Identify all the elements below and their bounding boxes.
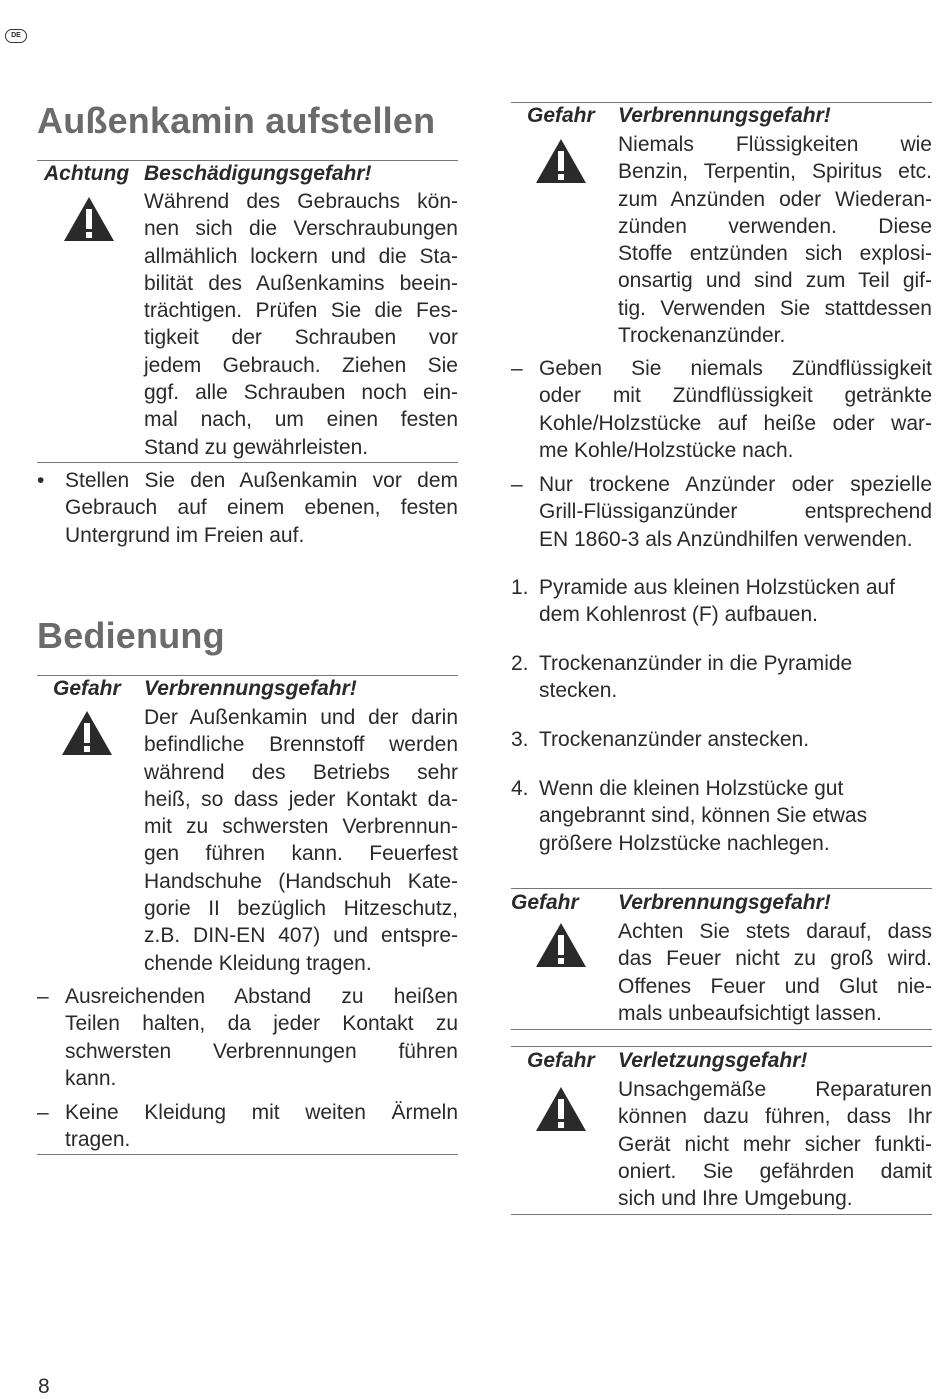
warning-damage: [37, 162, 458, 460]
step-item: [511, 650, 932, 705]
warning-triangle-icon: [535, 922, 587, 968]
step-text: Trockenanzünder in die Pyramide stecken.: [539, 652, 853, 703]
divider: [511, 888, 932, 889]
section-title-setup: Außenkamin aufstellen: [37, 100, 436, 141]
dash-item: [511, 355, 932, 464]
divider: [37, 1154, 458, 1155]
divider: [37, 462, 458, 463]
divider: [511, 1046, 932, 1047]
language-badge: DE: [5, 29, 27, 43]
warning-label: Gefahr: [527, 104, 595, 127]
warning-triangle-icon: [535, 138, 587, 184]
page-number: 8: [38, 1375, 50, 1398]
dash-marker: –: [511, 357, 523, 380]
step-item: [511, 574, 932, 629]
divider: [37, 675, 458, 676]
step-number: 2.: [511, 652, 529, 675]
dash-marker: –: [37, 1101, 49, 1124]
dash-item: [511, 471, 932, 553]
warning-label: Gefahr: [511, 891, 579, 914]
divider: [37, 160, 458, 161]
step-item: [511, 775, 932, 857]
warning-label: Achtung: [44, 162, 130, 185]
warning-text: Unsachgemäße Reparaturen können dazu führen, dass Ihr Gerät nicht mehr sicher funkti- oniert. Sie gefährden damit sich und Ihre Umgebung.: [618, 1078, 932, 1211]
warning-text: Der Außenkamin und der darin befindliche Brennstoff werden während des Betriebs sehr heiß, so dass jeder Kontakt da- mit zu schwersten Verbrennun- gen führen kann. Feuerfest Handschuhe (Handschuh Kate- gorie II bezüglich Hitzeschutz, z.B. DIN-EN 407) und entspre- chende Kleidung tragen.: [144, 706, 458, 975]
warning-injury: [511, 1049, 932, 1213]
warning-text: Während des Gebrauchs kön- nen sich die Verschraubungen allmählich lockern und die Sta- bilität des Außenkamins beein- trächtigen. Prüfen Sie die Fes- tigkeit der Schrauben vor jedem Gebrauch. Ziehen Sie ggf. alle Schrauben noch ein- mal nach, um einen festen Stand zu gewährleisten.: [144, 190, 458, 459]
warning-heading: Verbrennungsgefahr!: [618, 104, 831, 127]
warning-heading: Verbrennungsgefahr!: [618, 891, 831, 914]
step-text: Pyramide aus kleinen Holzstücken auf dem Kohlenrost (F) aufbauen.: [539, 576, 896, 627]
warning-text: Achten Sie stets darauf, dass das Feuer nicht zu groß wird. Offenes Feuer und Glut nie- mals unbeaufsichtigt lassen.: [618, 920, 932, 1025]
warning-label: Gefahr: [527, 1049, 595, 1072]
warning-text: Niemals Flüssigkeiten wie Benzin, Terpentin, Spiritus etc. zum Anzünden oder Wiederan- zünden verwenden. Diese Stoffe entzünden sich explosi- onsartig und sind zum Teil gif- tig. Verwenden Sie stattdessen Trockenanzünder.: [618, 133, 932, 348]
bullet-text: Stellen Sie den Außenkamin vor dem Gebrauch auf einem ebenen, festen Untergrund im Freien auf.: [65, 469, 458, 547]
step-number: 4.: [511, 777, 529, 800]
step-number: 1.: [511, 576, 529, 599]
warning-burn-liquids: [511, 104, 932, 354]
dash-item: [37, 983, 458, 1092]
dash-item: [37, 1099, 458, 1154]
warning-triangle-icon: [61, 710, 113, 756]
bullet-marker: •: [37, 469, 45, 492]
divider: [511, 1214, 932, 1215]
warning-heading: Verletzungsgefahr!: [618, 1049, 808, 1072]
divider: [511, 1029, 932, 1030]
dash-text: Nur trockene Anzünder oder spezielle Grill-Flüssiganzünder entsprechend EN 1860-3 als Anzündhilfen verwenden.: [539, 473, 932, 551]
dash-text: Geben Sie niemals Zündflüssigkeit oder mit Zündflüssigkeit getränkte Kohle/Holzstücke auf heiße oder war- me Kohle/Holzstücke nach.: [539, 357, 932, 462]
divider: [511, 102, 932, 103]
section-title-operation: Bedienung: [37, 615, 225, 656]
bullet-item: [37, 467, 458, 549]
warning-label: Gefahr: [53, 677, 121, 700]
warning-burn-fire: [511, 891, 932, 1027]
warning-heading: Verbrennungsgefahr!: [144, 677, 357, 700]
step-text: Trockenanzünder anstecken.: [539, 728, 810, 751]
dash-marker: –: [511, 473, 523, 496]
step-text: Wenn die kleinen Holzstücke gut angebrannt sind, können Sie etwas größere Holzstücke nachlegen.: [539, 777, 868, 855]
warning-triangle-icon: [535, 1086, 587, 1132]
step-item: [511, 726, 932, 753]
dash-text: Ausreichenden Abstand zu heißen Teilen halten, da jeder Kontakt zu schwersten Verbrennungen führen kann.: [65, 985, 458, 1090]
dash-text: Keine Kleidung mit weiten Ärmeln tragen.: [65, 1101, 458, 1152]
dash-marker: –: [37, 985, 49, 1008]
warning-heading: Beschädigungsgefahr!: [144, 162, 372, 185]
warning-burn: [37, 677, 458, 975]
warning-triangle-icon: [63, 196, 115, 242]
step-number: 3.: [511, 728, 529, 751]
